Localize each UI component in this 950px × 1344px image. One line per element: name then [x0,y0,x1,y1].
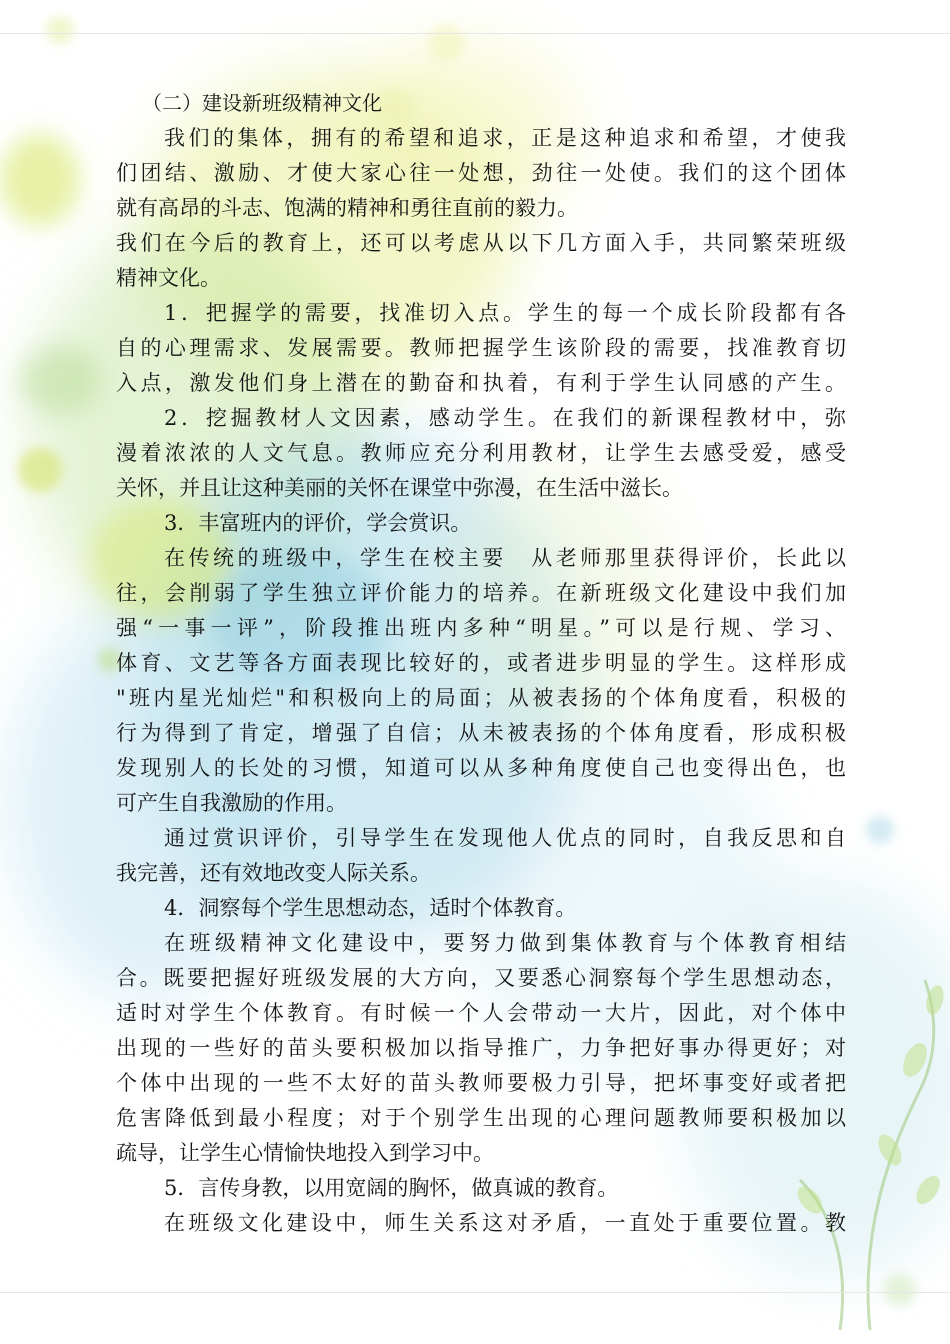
list-item-line: 2．挖掘教材人文因素，感动学生。在我们的新课程教材中，弥 [164,406,846,430]
paragraph-line: 合。既要把握好班级发展的大方向，又要悉心洞察每个学生思想动态， [116,966,846,990]
paragraph-line: 体育、文艺等各方面表现比较好的，或者进步明显的学生。这样形成 [116,651,846,675]
paragraph-line: 关怀，并且让这种美丽的关怀在课堂中弥漫，在生活中滋长。 [116,476,683,500]
paragraph-line: 出现的一些好的苗头要积极加以指导推广，力争把好事办得更好；对 [116,1036,846,1060]
paragraph-line: 可产生自我激励的作用。 [116,791,347,815]
list-item-line: 3．丰富班内的评价，学会赏识。 [164,511,472,535]
paragraph-line: 发现别人的长处的习惯，知道可以从多种角度使自己也变得出色，也 [116,756,846,780]
paragraph-line: 适时对学生个体教育。有时候一个人会带动一大片，因此，对个体中 [116,1001,846,1025]
paragraph-line: 行为得到了肯定，增强了自信；从未被表扬的个体角度看，形成积极 [116,721,846,745]
paragraph-line: 入点，激发他们身上潜在的勤奋和执着，有利于学生认同感的产生。 [116,371,846,395]
list-item-line: 4．洞察每个学生思想动态，适时个体教育。 [164,896,577,920]
paragraph-line: 在班级文化建设中，师生关系这对矛盾，一直处于重要位置。教 [164,1211,846,1235]
paragraph-line: 危害降低到最小程度；对于个别学生出现的心理问题教师要积极加以 [116,1106,846,1130]
paragraph-line: 自的心理需求、发展需要。教师把握学生该阶段的需要，找准教育切 [116,336,846,360]
list-item-line: 1．把握学的需要，找准切入点。学生的每一个成长阶段都有各 [164,301,846,325]
paragraph-line: 精神文化。 [116,266,221,290]
paragraph-line: 们团结、激励、才使大家心往一处想，劲往一处使。我们的这个团体 [116,161,846,185]
paragraph-line: 我们的集体，拥有的希望和追求，正是这种追求和希望，才使我 [164,126,846,150]
paragraph-line: 往，会削弱了学生独立评价能力的培养。在新班级文化建设中我们加 [116,581,846,605]
paragraph-line: 强“一事一评”，阶段推出班内多种“明星。”可以是行规、学习、 [116,616,846,640]
page-bottom-border [0,1292,950,1293]
paragraph-line: 个体中出现的一些不太好的苗头教师要极力引导，把坏事变好或者把 [116,1071,846,1095]
paragraph-line: 我完善，还有效地改变人际关系。 [116,861,431,885]
paragraph-line: 在班级精神文化建设中，要努力做到集体教育与个体教育相结 [164,931,846,955]
paragraph-line: 通过赏识评价，引导学生在发现他人优点的同时，自我反思和自 [164,826,846,850]
document-body [116,86,846,1241]
paragraph-line: 疏导，让学生心情愉快地投入到学习中。 [116,1141,494,1165]
paragraph-line: 我们在今后的教育上，还可以考虑从以下几方面入手，共同繁荣班级 [116,231,846,255]
paragraph-line: "班内星光灿烂"和积极向上的局面；从被表扬的个体角度看，积极的 [116,686,846,710]
paragraph-line: 在传统的班级中，学生在校主要 从老师那里获得评价，长此以 [164,546,846,570]
paragraph-line: 漫着浓浓的人文气息。教师应充分利用教材，让学生去感受爱，感受 [116,441,846,465]
list-item-line: 5．言传身教，以用宽阔的胸怀，做真诚的教育。 [164,1176,619,1200]
section-heading: （二）建设新班级精神文化 [142,91,382,115]
paragraph-line: 就有高昂的斗志、饱满的精神和勇往直前的毅力。 [116,196,578,220]
page-top-border [0,33,950,34]
